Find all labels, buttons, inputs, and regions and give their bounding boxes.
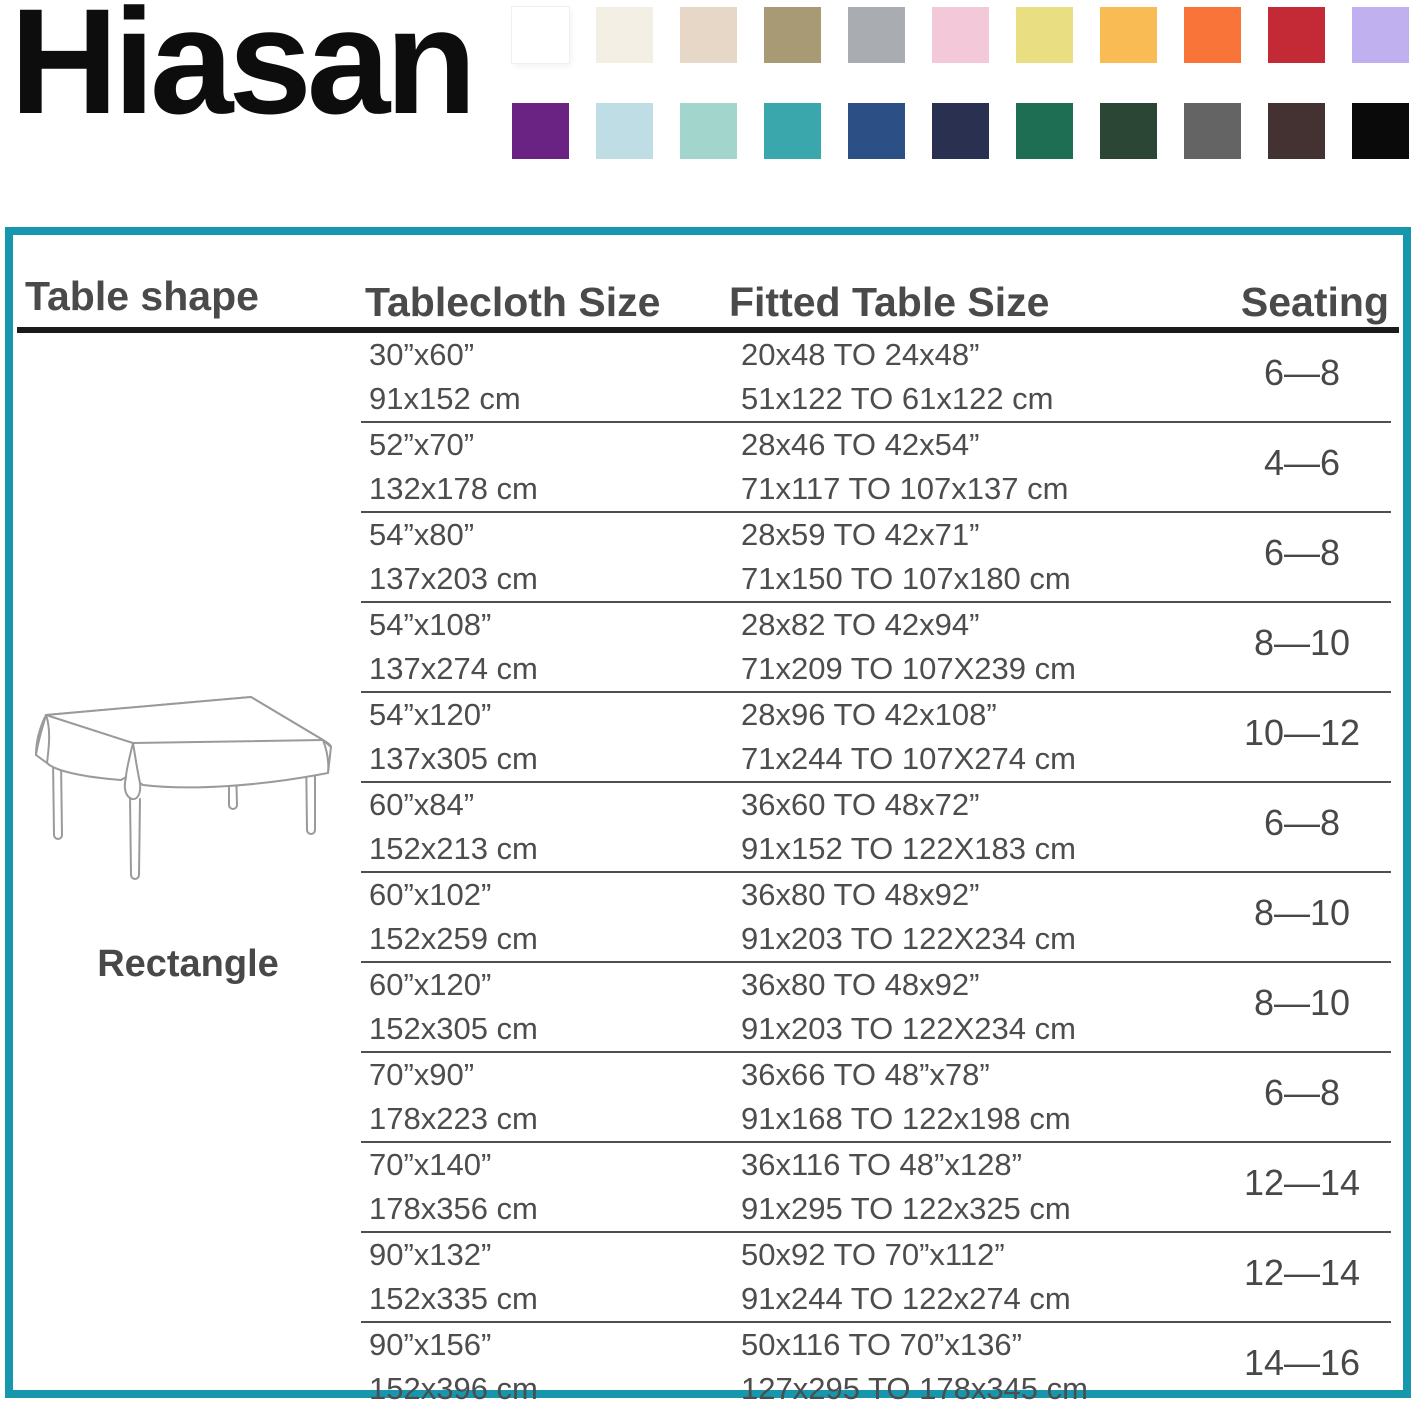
fitted-size-cell: 50x92 TO 70”x112” 91x244 TO 122x274 cm [741, 1237, 1071, 1316]
color-swatch [932, 7, 989, 63]
tablecloth-size-cell: 30”x60” 91x152 cm [369, 337, 521, 416]
column-header-tablecloth-size: Tablecloth Size [365, 279, 661, 325]
tablecloth-size-cell: 54”x120” 137x305 cm [369, 697, 538, 776]
fitted-size-cell: 36x116 TO 48”x128” 91x295 TO 122x325 cm [741, 1147, 1071, 1226]
seating-cell: 8—10 [1253, 982, 1351, 1023]
fitted-size-cell: 36x80 TO 48x92” 91x203 TO 122X234 cm [741, 877, 1076, 956]
seating-cell: 8—10 [1253, 622, 1351, 663]
color-swatch [512, 103, 569, 159]
color-swatch [1100, 7, 1157, 63]
color-swatch [680, 7, 737, 63]
color-swatch [1184, 103, 1241, 159]
shape-label: Rectangle [97, 943, 279, 985]
color-swatch [596, 103, 653, 159]
fitted-size-cell: 28x82 TO 42x94” 71x209 TO 107X239 cm [741, 607, 1076, 686]
color-swatch [848, 103, 905, 159]
color-swatch [932, 103, 989, 159]
tablecloth-size-cell: 60”x102” 152x259 cm [369, 877, 538, 956]
color-swatch [1100, 103, 1157, 159]
seating-cell: 10—12 [1243, 712, 1361, 753]
color-swatch [1268, 103, 1325, 159]
color-swatch [1016, 103, 1073, 159]
color-swatch [1184, 7, 1241, 63]
brand-logo: Hiasan [10, 0, 472, 145]
seating-cell: 6—8 [1263, 532, 1341, 573]
seating-cell: 4—6 [1263, 442, 1341, 483]
tablecloth-size-cell: 52”x70” 132x178 cm [369, 427, 538, 506]
column-header-table-shape: Table shape [25, 273, 259, 319]
color-swatch [680, 103, 737, 159]
table-shape-cell [13, 687, 363, 986]
table-row [361, 421, 1391, 511]
seating-cell: 8—10 [1253, 892, 1351, 933]
tablecloth-size-cell: 60”x120” 152x305 cm [369, 967, 538, 1046]
column-header-fitted-table-size: Fitted Table Size [729, 279, 1050, 325]
fitted-size-cell: 36x80 TO 48x92” 91x203 TO 122X234 cm [741, 967, 1076, 1046]
color-swatch [596, 7, 653, 63]
fitted-size-cell: 36x60 TO 48x72” 91x152 TO 122X183 cm [741, 787, 1076, 866]
color-swatch [512, 7, 569, 63]
color-swatch-grid [512, 7, 1409, 159]
table-row [361, 1051, 1391, 1141]
tablecloth-size-cell: 54”x80” 137x203 cm [369, 517, 538, 596]
tablecloth-size-cell: 70”x90” 178x223 cm [369, 1057, 538, 1136]
seating-cell: 6—8 [1263, 352, 1341, 393]
table-row [361, 1141, 1391, 1231]
table-row [361, 961, 1391, 1051]
size-chart-rows [361, 333, 1391, 1406]
color-swatch [1352, 7, 1409, 63]
table-row [361, 781, 1391, 871]
fitted-size-cell: 28x96 TO 42x108” 71x244 TO 107X274 cm [741, 697, 1076, 776]
tablecloth-size-cell: 90”x132” 152x335 cm [369, 1237, 538, 1316]
color-swatch [1016, 7, 1073, 63]
table-row [361, 691, 1391, 781]
column-header-seating: Seating [1240, 279, 1389, 325]
fitted-size-cell: 36x66 TO 48”x78” 91x168 TO 122x198 cm [741, 1057, 1071, 1136]
seating-cell: 12—14 [1243, 1162, 1361, 1203]
fitted-size-cell: 28x59 TO 42x71” 71x150 TO 107x180 cm [741, 517, 1071, 596]
table-row [361, 333, 1391, 421]
seating-cell: 12—14 [1243, 1252, 1361, 1293]
fitted-size-cell: 28x46 TO 42x54” 71x117 TO 107x137 cm [741, 427, 1069, 506]
table-row [361, 601, 1391, 691]
table-row [361, 511, 1391, 601]
tablecloth-size-cell: 90”x156” 152x396 cm [369, 1327, 538, 1406]
fitted-size-cell: 20x48 TO 24x48” 51x122 TO 61x122 cm [741, 337, 1054, 416]
color-swatch [848, 7, 905, 63]
table-row [361, 1321, 1391, 1411]
tablecloth-size-cell: 60”x84” 152x213 cm [369, 787, 538, 866]
seating-cell: 14—16 [1243, 1342, 1361, 1383]
table-row [361, 871, 1391, 961]
color-swatch [764, 103, 821, 159]
color-swatch [764, 7, 821, 63]
color-swatch [1268, 7, 1325, 63]
tablecloth-size-cell: 70”x140” 178x356 cm [369, 1147, 538, 1226]
fitted-size-cell: 50x116 TO 70”x136” 127x295 TO 178x345 cm [741, 1327, 1088, 1406]
table-row [361, 1231, 1391, 1321]
seating-cell: 6—8 [1263, 802, 1341, 843]
tablecloth-size-cell: 54”x108” 137x274 cm [369, 607, 538, 686]
seating-cell: 6—8 [1263, 1072, 1341, 1113]
color-swatch [1352, 103, 1409, 159]
size-chart-panel [5, 227, 1411, 1406]
rectangle-tablecloth-table-icon [33, 687, 343, 937]
